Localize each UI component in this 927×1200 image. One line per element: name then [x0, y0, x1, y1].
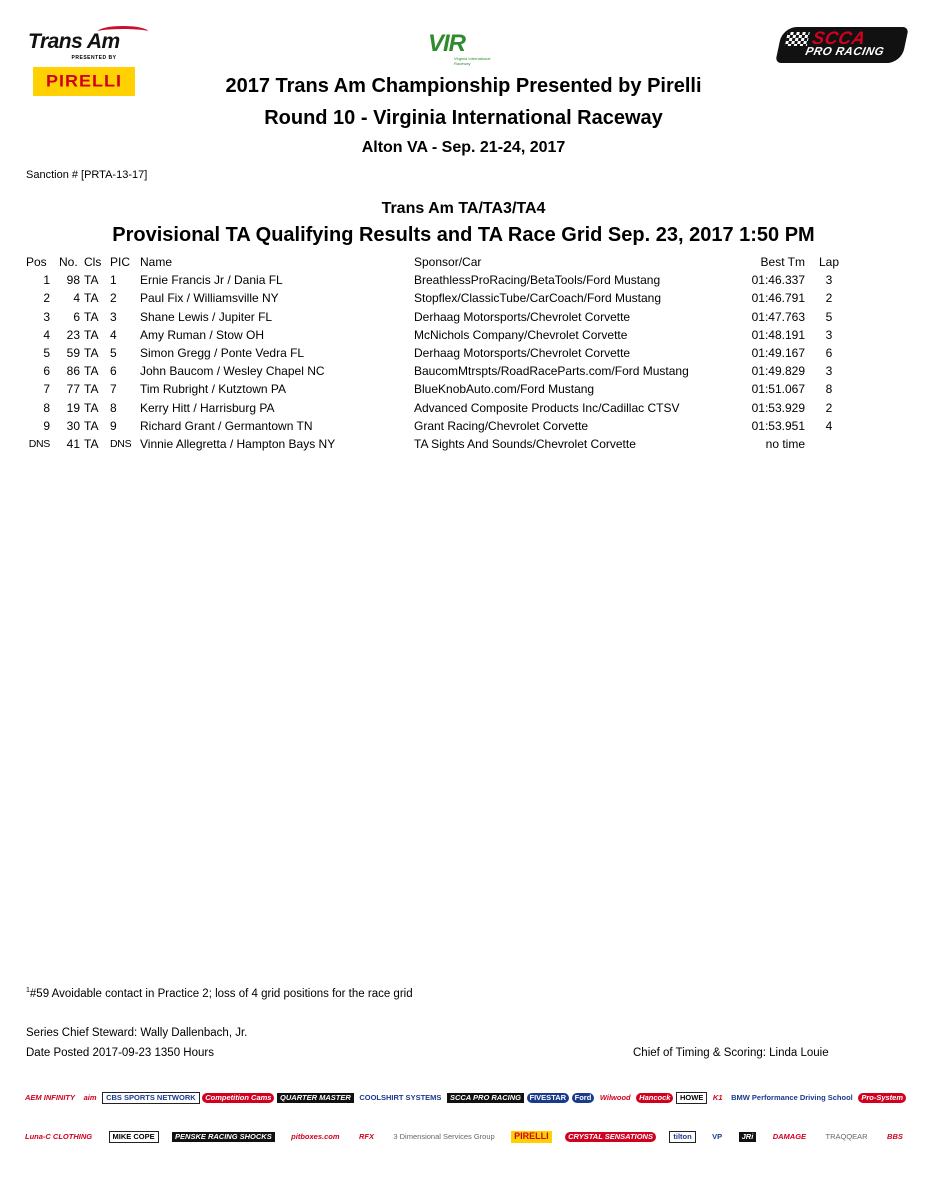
cell-cls: TA: [84, 345, 99, 360]
table-row: [0, 362, 927, 380]
cell-cls: TA: [84, 327, 99, 342]
sponsor-logo: K1: [712, 1093, 723, 1103]
column-header-sponsor: Sponsor/Car: [414, 255, 482, 269]
chief-steward: Series Chief Steward: Wally Dallenbach, Jr.: [26, 1027, 248, 1039]
cell-no: 19: [66, 400, 80, 415]
cell-lap: 2: [825, 400, 833, 415]
transam-logo-sub: PRESENTED BY: [71, 55, 117, 61]
cell-cls: TA: [84, 273, 99, 288]
cell-pos: DNS: [28, 437, 50, 450]
cell-best: 01:47.763: [751, 309, 805, 324]
cell-pos: 9: [43, 418, 50, 433]
sponsor-logo: Wilwood: [599, 1093, 631, 1103]
chief-of-timing: Chief of Timing & Scoring: Linda Louie: [633, 1047, 829, 1059]
column-header-lap: Lap: [818, 255, 840, 269]
cell-sponsor: Derhaag Motorsports/Chevrolet Corvette: [414, 345, 631, 360]
cell-cls: TA: [84, 436, 99, 451]
sponsor-logo: SCCA PRO RACING: [447, 1093, 524, 1103]
sponsor-logo: PENSKE RACING SHOCKS: [172, 1132, 275, 1142]
sponsor-logo: Ford: [572, 1093, 595, 1103]
cell-sponsor: BreathlessProRacing/BetaTools/Ford Mustang: [414, 273, 661, 288]
cell-cls: TA: [84, 364, 99, 379]
cell-best: 01:49.829: [751, 364, 805, 379]
column-header-pic: PIC: [110, 255, 131, 269]
results-table: [0, 253, 927, 453]
sponsor-logo: MIKE COPE: [109, 1131, 159, 1143]
cell-no: 23: [66, 327, 80, 342]
cell-cls: TA: [84, 309, 99, 324]
sponsor-logo: DAMAGE: [772, 1132, 807, 1142]
sponsor-logo: pitboxes.com: [291, 1132, 340, 1142]
cell-name: John Baucom / Wesley Chapel NC: [140, 364, 325, 379]
footnote-text: #59 Avoidable contact in Practice 2; loss of 4 grid positions for the race grid: [29, 988, 413, 1000]
sponsor-logos-row-1: [22, 1086, 906, 1110]
cell-pic: 8: [110, 400, 117, 415]
table-row: [0, 344, 927, 362]
table-header-row: [0, 253, 927, 271]
sponsor-logo: Competition Cams: [202, 1093, 274, 1103]
sponsor-logo: Pro-System: [858, 1093, 906, 1103]
cell-cls: TA: [84, 382, 99, 397]
cell-no: 30: [66, 418, 80, 433]
cell-best: 01:46.337: [751, 273, 805, 288]
sponsor-logo: CBS SPORTS NETWORK: [102, 1092, 200, 1104]
cell-name: Vinnie Allegretta / Hampton Bays NY: [140, 436, 336, 451]
sponsor-logo: COOLSHIRT SYSTEMS: [359, 1093, 442, 1103]
sponsor-logo: FIVESTAR: [527, 1093, 570, 1103]
cell-pos: 6: [43, 364, 50, 379]
scca-logo-bottom: PRO RACING: [804, 46, 886, 58]
column-header-best: Best Tm: [760, 255, 805, 269]
sponsor-logo: VP: [712, 1132, 723, 1142]
sponsor-logo: AEM INFINITY: [25, 1093, 75, 1103]
sponsor-logo: 3 Dimensional Services Group: [393, 1132, 495, 1142]
cell-pic: 1: [110, 273, 117, 288]
vir-logo: [428, 30, 504, 68]
sponsor-logo: HOWE: [676, 1092, 707, 1104]
footnote: [26, 987, 413, 1000]
cell-no: 59: [66, 345, 80, 360]
location-date: Alton VA - Sep. 21-24, 2017: [361, 139, 566, 156]
table-row: [0, 380, 927, 398]
table-row: [0, 289, 927, 307]
cell-lap: 2: [825, 291, 833, 306]
cell-sponsor: Advanced Composite Products Inc/Cadillac CTSV: [414, 400, 680, 415]
cell-sponsor: Grant Racing/Chevrolet Corvette: [414, 418, 589, 433]
cell-no: 41: [66, 436, 80, 451]
cell-lap: 3: [825, 364, 833, 379]
cell-sponsor: TA Sights And Sounds/Chevrolet Corvette: [414, 436, 636, 451]
cell-sponsor: BaucomMtrspts/RoadRaceParts.com/Ford Mustang: [414, 364, 689, 379]
checkered-flag-icon: [785, 32, 810, 46]
transam-logo: [28, 30, 146, 61]
cell-pos: 8: [43, 400, 50, 415]
cell-lap: 3: [825, 273, 833, 288]
sponsor-logo: QUARTER MASTER: [277, 1093, 354, 1103]
cell-no: 6: [73, 309, 80, 324]
cell-name: Amy Ruman / Stow OH: [140, 327, 265, 342]
cell-pos: 4: [43, 327, 50, 342]
sponsor-logo: Hancock: [636, 1093, 673, 1103]
cell-pic: 3: [110, 309, 117, 324]
cell-pos: 3: [43, 309, 50, 324]
vir-logo-sub: Virginia International Raceway: [454, 56, 491, 66]
sponsor-logo: CRYSTAL SENSATIONS: [565, 1132, 656, 1142]
transam-swoosh-icon: [98, 26, 148, 37]
scca-pro-racing-logo: [775, 27, 909, 63]
cell-pos: 5: [43, 345, 50, 360]
championship-title: 2017 Trans Am Championship Presented by Pirelli: [225, 75, 702, 97]
cell-lap: 3: [825, 327, 833, 342]
cell-pic: 2: [110, 291, 117, 306]
sponsor-logo: aim: [83, 1093, 97, 1103]
sponsor-logo: RFX: [358, 1132, 374, 1142]
cell-pos: 2: [43, 291, 50, 306]
pirelli-logo-text: PIRELLI: [45, 72, 122, 91]
cell-no: 86: [66, 364, 80, 379]
transam-logo-word: Trans Am: [28, 30, 120, 53]
cell-lap: 4: [825, 418, 833, 433]
table-row: [0, 417, 927, 435]
column-header-pos: Pos: [26, 255, 47, 269]
cell-lap: 6: [825, 345, 833, 360]
cell-pic: DNS: [110, 437, 132, 450]
table-row: [0, 435, 927, 453]
cell-best: 01:48.191: [751, 327, 805, 342]
sponsor-logo: TRAQQEAR: [825, 1132, 868, 1142]
column-header-no: No.: [59, 255, 78, 269]
cell-best: 01:49.167: [751, 345, 805, 360]
table-body: [0, 271, 927, 453]
cell-pic: 4: [110, 327, 117, 342]
cell-name: Kerry Hitt / Harrisburg PA: [140, 400, 275, 415]
sponsor-logo: tilton: [669, 1131, 695, 1143]
vir-logo-word: VIR: [428, 30, 466, 57]
table-row: [0, 326, 927, 344]
cell-sponsor: BlueKnobAuto.com/Ford Mustang: [414, 382, 595, 397]
cell-sponsor: Stopflex/ClassicTube/CarCoach/Ford Mustang: [414, 291, 661, 306]
cell-lap: 8: [825, 382, 833, 397]
cell-cls: TA: [84, 418, 99, 433]
cell-no: 98: [66, 273, 80, 288]
sponsor-logo: PIRELLI: [511, 1131, 552, 1142]
scca-logo-top: SCCA: [810, 28, 868, 48]
cell-lap: 5: [825, 309, 833, 324]
cell-best: 01:53.951: [751, 418, 805, 433]
table-row: [0, 308, 927, 326]
cell-no: 4: [73, 291, 80, 306]
sponsor-logo: BBS: [887, 1132, 903, 1142]
series-title: Trans Am TA/TA3/TA4: [381, 200, 546, 217]
cell-name: Richard Grant / Germantown TN: [140, 418, 313, 433]
cell-best: no time: [765, 436, 805, 451]
cell-name: Shane Lewis / Jupiter FL: [140, 309, 273, 324]
cell-name: Simon Gregg / Ponte Vedra FL: [140, 345, 305, 360]
cell-name: Ernie Francis Jr / Dania FL: [140, 273, 283, 288]
column-header-cls: Cls: [84, 255, 102, 269]
table-row: [0, 399, 927, 417]
cell-best: 01:51.067: [751, 382, 805, 397]
sponsor-logos-row-2: [22, 1125, 906, 1149]
cell-name: Paul Fix / Williamsville NY: [140, 291, 279, 306]
footnote-marker: 1: [26, 987, 30, 994]
cell-pic: 5: [110, 345, 117, 360]
cell-pic: 9: [110, 418, 117, 433]
cell-sponsor: McNichols Company/Chevrolet Corvette: [414, 327, 628, 342]
sponsor-logo: Luna-C CLOTHING: [25, 1132, 93, 1142]
cell-cls: TA: [84, 400, 99, 415]
cell-best: 01:46.791: [751, 291, 805, 306]
cell-sponsor: Derhaag Motorsports/Chevrolet Corvette: [414, 309, 631, 324]
cell-pic: 6: [110, 364, 117, 379]
sponsor-logo: JRi: [739, 1132, 757, 1142]
cell-pic: 7: [110, 382, 117, 397]
column-header-name: Name: [140, 255, 173, 269]
cell-no: 77: [66, 382, 80, 397]
table-row: [0, 271, 927, 289]
sanction-number: Sanction # [PRTA-13-17]: [26, 169, 148, 181]
session-title: Provisional TA Qualifying Results and TA Race Grid Sep. 23, 2017 1:50 PM: [112, 224, 815, 246]
round-title: Round 10 - Virginia International Raceway: [264, 107, 663, 129]
cell-best: 01:53.929: [751, 400, 805, 415]
date-posted: Date Posted 2017-09-23 1350 Hours: [26, 1047, 214, 1059]
cell-pos: 7: [43, 382, 50, 397]
cell-pos: 1: [43, 273, 50, 288]
cell-cls: TA: [84, 291, 99, 306]
sponsor-logo: BMW Performance Driving School: [731, 1093, 853, 1103]
cell-name: Tim Rubright / Kutztown PA: [140, 382, 287, 397]
